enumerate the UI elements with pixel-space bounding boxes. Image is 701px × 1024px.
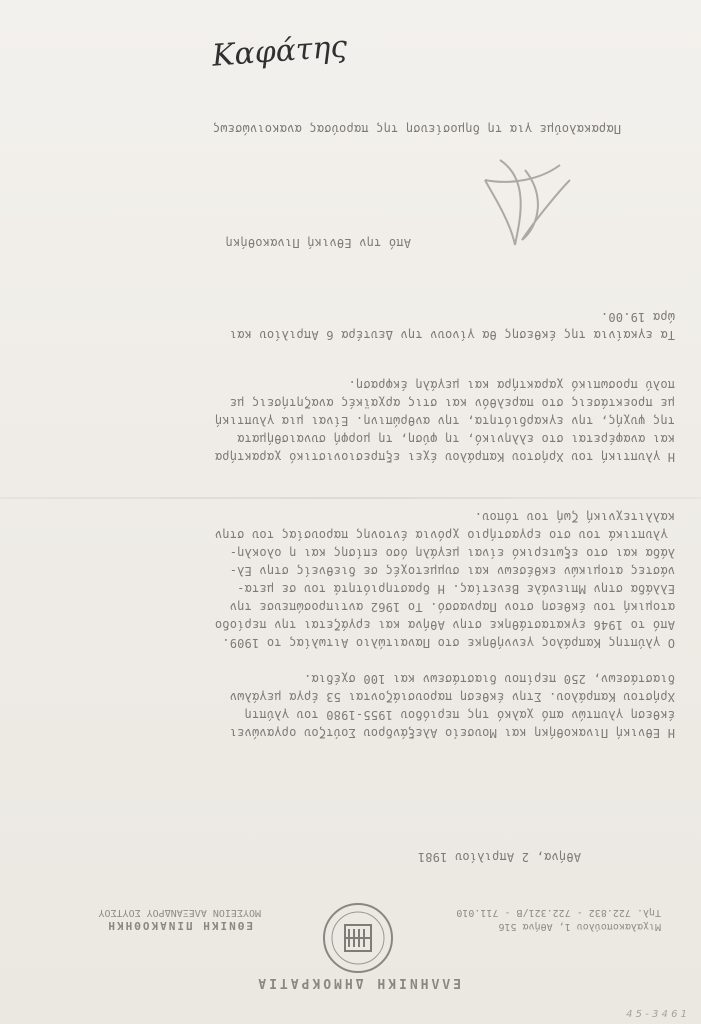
para4-line1: Τα εγκαίνια της έκθεσης θα γίνουν την Δευτέρα 6 Απριλίου και: [229, 328, 675, 342]
para2-line4: Ελλάδα στην Μπιενάλε Βενετίας. Η δραστηριότητά του σε μετα-: [236, 582, 675, 596]
letter-closing: Παρακαλούμε για τη δημοσίευση της παρούσας ανακοινώσεως: [212, 122, 621, 136]
letterhead-state: ΕΛΛΗΝΙΚΗ ΔΗΜΟΚΡΑΤΙΑ: [255, 975, 461, 990]
para3-line2: και αναφέρεται στο ελληνικό, τη φύση, τη μορφή συναισθήματα: [236, 432, 675, 446]
para2-line6: λάδα και στο εξωτερικό είναι μεγάλη όσο επίσης και η ολοκλη-: [229, 546, 675, 560]
para2-line8: καλλιτεχνική ζωή του τόπου.: [474, 510, 675, 524]
letter-date: Αθήνα, 2 Απριλίου 1981: [417, 850, 581, 864]
para2-line5: νάστες ατομικών εκθέσεων και συμμετοχές σε διεθνείς στην Ελ-: [229, 564, 675, 578]
letterhead-address: Μιχαλακοπούλου 1, Αθήνα 516: [498, 921, 661, 932]
para1-line3: Χρήστου Καπράλου. Στην έκθεση παρουσιάζονται 53 έργα μεγάλων: [229, 690, 675, 704]
para2-line1: Ο γλύπτης Καπράλος γεννήθηκε στο Παναιτώλιο Αιτωλίας το 1909.: [222, 636, 675, 650]
letter-signoff: Από την Εθνική Πινακοθήκη: [225, 236, 411, 250]
para3-line3: της ψυχής, την εγκαρδιότητα, την ανθρώπινη. Είναι μια γλυπτική: [214, 414, 675, 428]
gallery-seal-stamp: [320, 900, 396, 976]
letterhead-gallery: ΕΘΝΙΚΗ ΠΙΝΑΚΟΘΗΚΗ: [106, 919, 253, 932]
para1-line1: Η Εθνική Πινακοθήκη και Μουσείο Αλεξάνδρου Σούτζου οργανώνει: [229, 726, 675, 740]
para1-line4: διαστάσεων, 250 περίπου διαστάσεων και 100 σχέδια.: [303, 672, 675, 686]
corner-pencil-note: 4 5 - 3 4 6 1: [626, 1009, 687, 1020]
para4-line2: ώρα 19.00.: [600, 310, 675, 324]
para2-line2: Από το 1946 εγκαταστάθηκε στην Αθήνα και εργάζεται την περίοδο: [214, 618, 675, 632]
para3-line1: Η γλυπτική του Χρήστου Καπράλου έχει εξπρεσιονιστικό χαρακτήρα: [214, 450, 675, 464]
para3-line4: με προεκτάσεις στο παρελθόν και στις αρχαϊκές αναζητήσεις με: [229, 396, 675, 410]
para2-line3: ατομική του έκθεση στον Παρνασσό. Το 1962 αντιπροσώπευσε την: [229, 600, 675, 614]
letterhead-museum: ΜΟΥΣΕΙΟΝ ΑΛΕΞΑΝΔΡΟΥ ΣΟΥΤΣΟΥ: [98, 907, 261, 918]
paper-fold-crease: [0, 497, 701, 499]
handwritten-note: Καφάτης: [210, 29, 349, 74]
para2-line7: γλυπτικά του στο εργαστήριο χρόνια έντονης παρουσίας του στην: [214, 528, 675, 542]
para3-line5: πολύ προσωπικό χαρακτήρα και μεγάλη έκφραση.: [348, 378, 675, 392]
para1-line2: έκθεση γλυπτών από χαλκό της περιόδου 1955-1980 του γλύπτη: [244, 708, 675, 722]
signature-mark: [470, 150, 580, 260]
letterhead-phone: Τηλ. 722.832 - 722.321/Β - 711.010: [456, 907, 661, 918]
